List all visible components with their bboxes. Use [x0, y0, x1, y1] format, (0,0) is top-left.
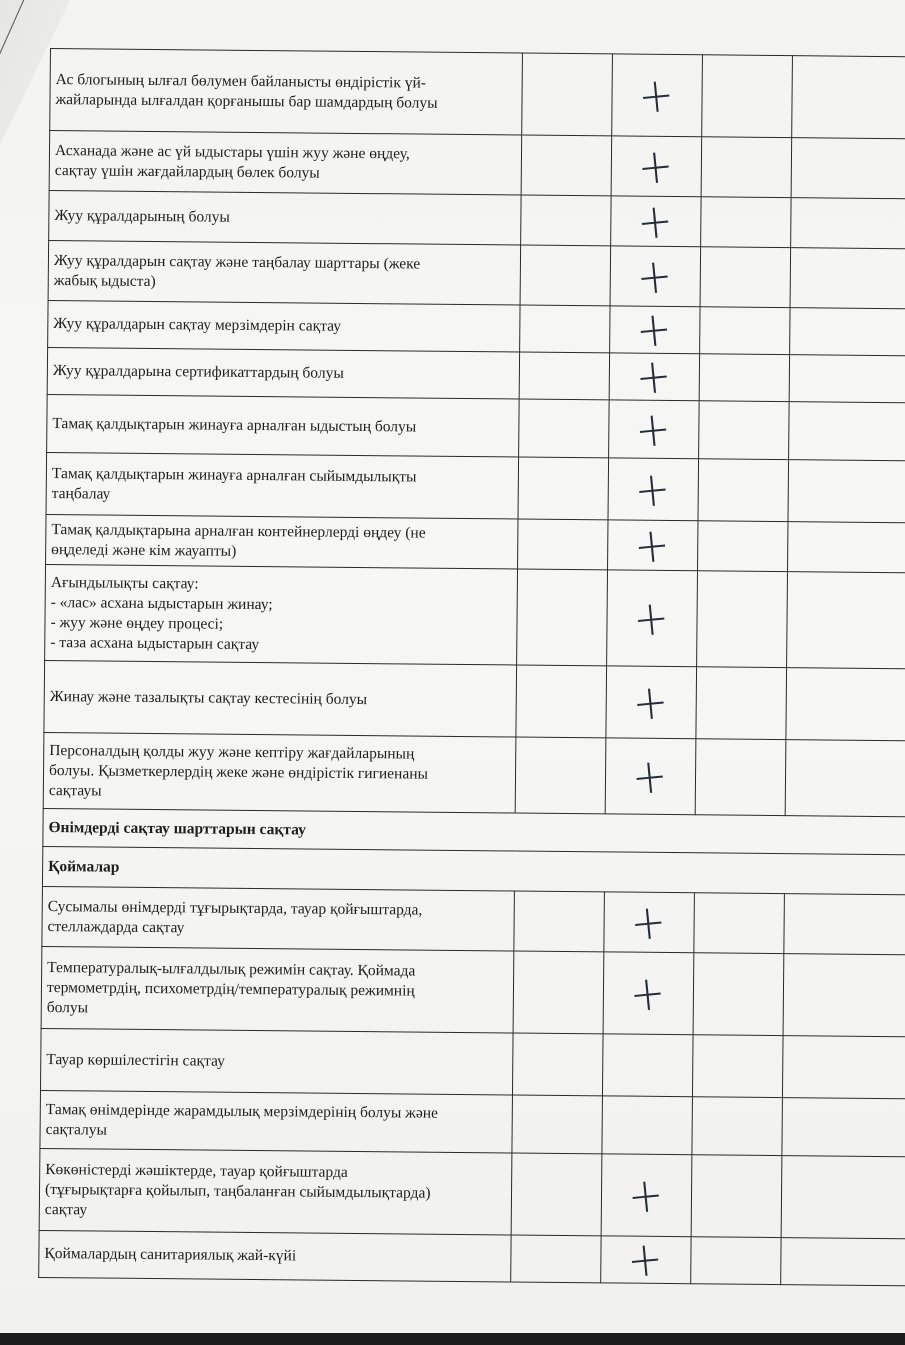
handwritten-plus-mark: + — [628, 891, 669, 952]
empty-cell — [520, 245, 611, 306]
empty-cell — [790, 308, 905, 357]
handwritten-plus-mark: + — [630, 672, 671, 732]
empty-cell — [518, 519, 608, 570]
empty-cell — [519, 352, 609, 400]
handwritten-plus-mark: + — [627, 962, 669, 1023]
section-title: Өнімдерді сақтау шарттарын сақтау — [43, 808, 905, 855]
empty-cell — [781, 1238, 905, 1287]
handwritten-plus-mark: + — [631, 515, 673, 575]
empty-cell — [702, 55, 793, 138]
empty-cell — [516, 665, 607, 738]
requirement-text-line: стеллаждарда сақтау — [47, 917, 185, 936]
handwritten-plus-mark: + — [625, 1229, 666, 1289]
empty-cell — [784, 894, 905, 956]
requirement-text-line: Тамақ өнімдерінде жарамдылық мерзімдерінің болуы және — [45, 1100, 439, 1122]
compliance-mark-cell — [610, 246, 701, 307]
inspection-checklist-table — [38, 48, 905, 1287]
empty-cell — [512, 1033, 603, 1096]
requirement-cell — [44, 660, 517, 737]
requirement-text-line: таңбалау — [51, 484, 111, 503]
handwritten-plus-mark: + — [632, 459, 673, 519]
empty-cell — [783, 954, 905, 1038]
empty-cell — [518, 457, 609, 520]
table-row — [43, 732, 905, 817]
empty-cell — [701, 197, 791, 248]
section-title: Қоймалар — [42, 846, 905, 895]
empty-cell — [513, 951, 604, 1034]
requirement-text-line: Жинау және тазалықты сақтау кестесінің болуы — [49, 687, 368, 708]
table-row — [44, 660, 905, 741]
requirement-cell — [40, 1028, 513, 1095]
table-row — [42, 886, 905, 955]
empty-cell — [700, 247, 791, 308]
requirement-cell — [43, 732, 516, 813]
empty-cell — [692, 1035, 783, 1098]
requirement-text-line: сақталуы — [45, 1120, 108, 1139]
requirement-text-line: сақтау — [44, 1200, 88, 1218]
requirement-text-line: Тауар көршілестігін сақтау — [46, 1050, 225, 1070]
empty-cell — [515, 737, 606, 814]
table-row — [48, 240, 905, 309]
empty-cell — [521, 135, 612, 196]
compliance-mark-cell — [605, 738, 696, 815]
empty-cell — [699, 401, 790, 460]
requirement-cell — [39, 1148, 512, 1235]
requirement-text-line: термометрдің, психометрдің/температуралық режимнің — [46, 978, 415, 1000]
compliance-mark-cell — [607, 570, 698, 667]
table-row — [50, 49, 905, 140]
table-row — [40, 1090, 905, 1157]
requirement-cell — [42, 886, 515, 951]
requirement-text-line: Қоймалардың санитариялық жай-күйі — [44, 1245, 297, 1265]
empty-cell — [782, 1098, 905, 1158]
requirement-text-line: Тамақ қалдықтарын жинауға арналған ыдыстың болуы — [52, 414, 417, 436]
empty-cell — [781, 1156, 905, 1240]
requirement-cell — [41, 946, 514, 1033]
empty-cell — [699, 354, 789, 402]
empty-cell — [792, 56, 905, 140]
handwritten-plus-mark: + — [633, 346, 675, 406]
table-row — [39, 1230, 905, 1286]
compliance-mark-cell — [611, 136, 702, 197]
requirement-text-line: Ас блогының ылғал бөлумен байланысты өндірістік үй- — [55, 70, 427, 92]
requirement-text-line: өңделеді және кім жауапты) — [51, 540, 237, 560]
empty-cell — [790, 248, 905, 310]
requirement-text-line: (тұғырықтарға қойылып, таңбаланған сыйымдылықтарда) — [44, 1180, 431, 1202]
requirement-text-line: Жуу құралдарына сертификаттардың болуы — [52, 362, 344, 382]
requirement-cell — [45, 564, 518, 665]
requirement-cell — [49, 190, 521, 245]
table-row — [46, 452, 905, 523]
requirement-cell — [49, 131, 522, 196]
empty-cell — [789, 355, 905, 404]
handwritten-plus-mark: + — [634, 246, 675, 306]
requirement-cell — [46, 514, 518, 569]
requirement-text-line: Тамақ қалдықтарына арналған контейнерлерді өңдеу (не — [51, 520, 426, 542]
empty-cell — [789, 402, 905, 462]
handwritten-plus-mark: + — [635, 136, 677, 196]
handwritten-plus-mark: + — [636, 65, 677, 125]
empty-cell — [511, 1153, 602, 1236]
empty-cell — [791, 138, 905, 200]
requirement-text-line: Көкөністерді жәшіктерде, тауар қойғыштарда — [45, 1160, 348, 1181]
table-row — [45, 564, 905, 669]
compliance-mark-cell — [609, 346, 699, 406]
handwritten-plus-mark: + — [634, 299, 675, 359]
empty-cell — [693, 953, 784, 1036]
empty-cell — [786, 668, 905, 742]
requirement-cell — [39, 1230, 511, 1282]
empty-cell — [695, 739, 786, 816]
compliance-mark-cell — [602, 1096, 693, 1155]
requirement-text-line: Сусымалы өнімдерді тұғырықтарда, тауар қойғыштарда, — [47, 897, 423, 919]
requirement-text-line: - таза асхана ыдыстарын сақтау — [50, 633, 260, 653]
empty-cell — [782, 1036, 905, 1100]
empty-cell — [701, 137, 792, 198]
empty-cell — [698, 459, 789, 522]
handwritten-plus-mark: + — [629, 746, 671, 806]
compliance-mark-cell — [610, 299, 700, 359]
empty-cell — [517, 569, 608, 666]
handwritten-plus-mark: + — [631, 588, 672, 648]
table-row — [47, 394, 905, 461]
requirement-text-line: жабық ыдыста) — [53, 271, 156, 290]
photo-bottom-edge — [0, 1333, 905, 1345]
requirement-text-line: Температуралық-ылғалдылық режимін сақтау. Қоймада — [47, 958, 416, 980]
empty-cell — [696, 667, 787, 740]
requirement-text-line: болуы. Қызметкерлердің жеке және өндірістік гигиенаны — [48, 761, 429, 783]
requirement-text-line: - «лас» асхана ыдыстарын жинау; — [50, 593, 273, 613]
empty-cell — [698, 521, 788, 572]
empty-cell — [788, 460, 905, 524]
requirement-cell — [50, 49, 523, 136]
requirement-cell — [48, 300, 520, 352]
empty-cell — [700, 307, 790, 355]
compliance-mark-cell — [608, 515, 698, 575]
empty-cell — [791, 198, 905, 250]
empty-cell — [785, 740, 905, 818]
compliance-mark-cell — [611, 191, 701, 251]
compliance-mark-cell — [604, 892, 695, 953]
requirement-text-line: жайларында ылғалдан қорғанышы бар шамдардың болуы — [55, 90, 438, 112]
table-row — [49, 190, 905, 249]
requirement-text-line: Жуу құралдарының болуы — [54, 206, 230, 226]
empty-cell — [788, 522, 905, 574]
compliance-mark-cell — [601, 1154, 692, 1237]
compliance-mark-cell — [612, 54, 703, 137]
empty-cell — [787, 572, 905, 670]
handwritten-plus-mark: + — [625, 1164, 667, 1225]
requirement-text-line: Персоналдың қолды жуу және кептіру жағдайларының — [49, 741, 415, 763]
table-row — [40, 1028, 905, 1099]
empty-cell — [514, 891, 605, 952]
empty-cell — [521, 195, 611, 246]
requirement-text-line: Асханада және ас үй ыдыстары үшін жуу және өңдеу, — [54, 141, 410, 162]
handwritten-plus-mark: + — [635, 191, 676, 251]
empty-cell — [520, 305, 610, 353]
requirement-cell — [47, 347, 519, 399]
requirement-text-line: Ағындылықты сақтау: — [50, 573, 199, 592]
requirement-cell — [47, 394, 520, 457]
table-row — [46, 514, 905, 573]
empty-cell — [522, 53, 613, 136]
requirement-text-line: сақтауы — [48, 781, 102, 800]
compliance-mark-cell — [608, 458, 699, 521]
empty-cell — [697, 571, 788, 668]
compliance-mark-cell — [601, 1229, 691, 1289]
requirement-text-line: болуы — [46, 998, 89, 1016]
empty-cell — [694, 893, 785, 954]
empty-cell — [691, 1237, 781, 1285]
empty-cell — [691, 1155, 782, 1238]
requirement-text-line: Жуу құралдарын сақтау және таңбалау шарттары (жеке — [53, 251, 421, 273]
requirement-text-line: - жуу және өңдеу процесі; — [50, 613, 224, 633]
table-row — [49, 131, 905, 200]
empty-cell — [692, 1097, 783, 1156]
requirement-cell — [40, 1090, 513, 1153]
handwritten-plus-mark: + — [633, 399, 674, 459]
requirement-cell — [46, 452, 519, 519]
compliance-mark-cell — [603, 952, 694, 1035]
table-row — [41, 946, 905, 1037]
empty-cell — [519, 399, 610, 458]
compliance-mark-cell — [609, 400, 700, 459]
empty-cell — [511, 1235, 601, 1283]
table-row — [39, 1148, 905, 1239]
requirement-text-line: Жуу құралдарын сақтау мерзімдерін сақтау — [53, 315, 342, 335]
compliance-mark-cell — [602, 1034, 693, 1097]
requirement-text-line: сақтау үшін жағдайлардың бөлек болуы — [54, 161, 320, 182]
empty-cell — [512, 1095, 603, 1154]
requirement-text-line: Тамақ қалдықтарын жинауға арналған сыйымдылықты — [51, 464, 417, 486]
compliance-mark-cell — [606, 666, 697, 739]
requirement-cell — [48, 240, 521, 305]
